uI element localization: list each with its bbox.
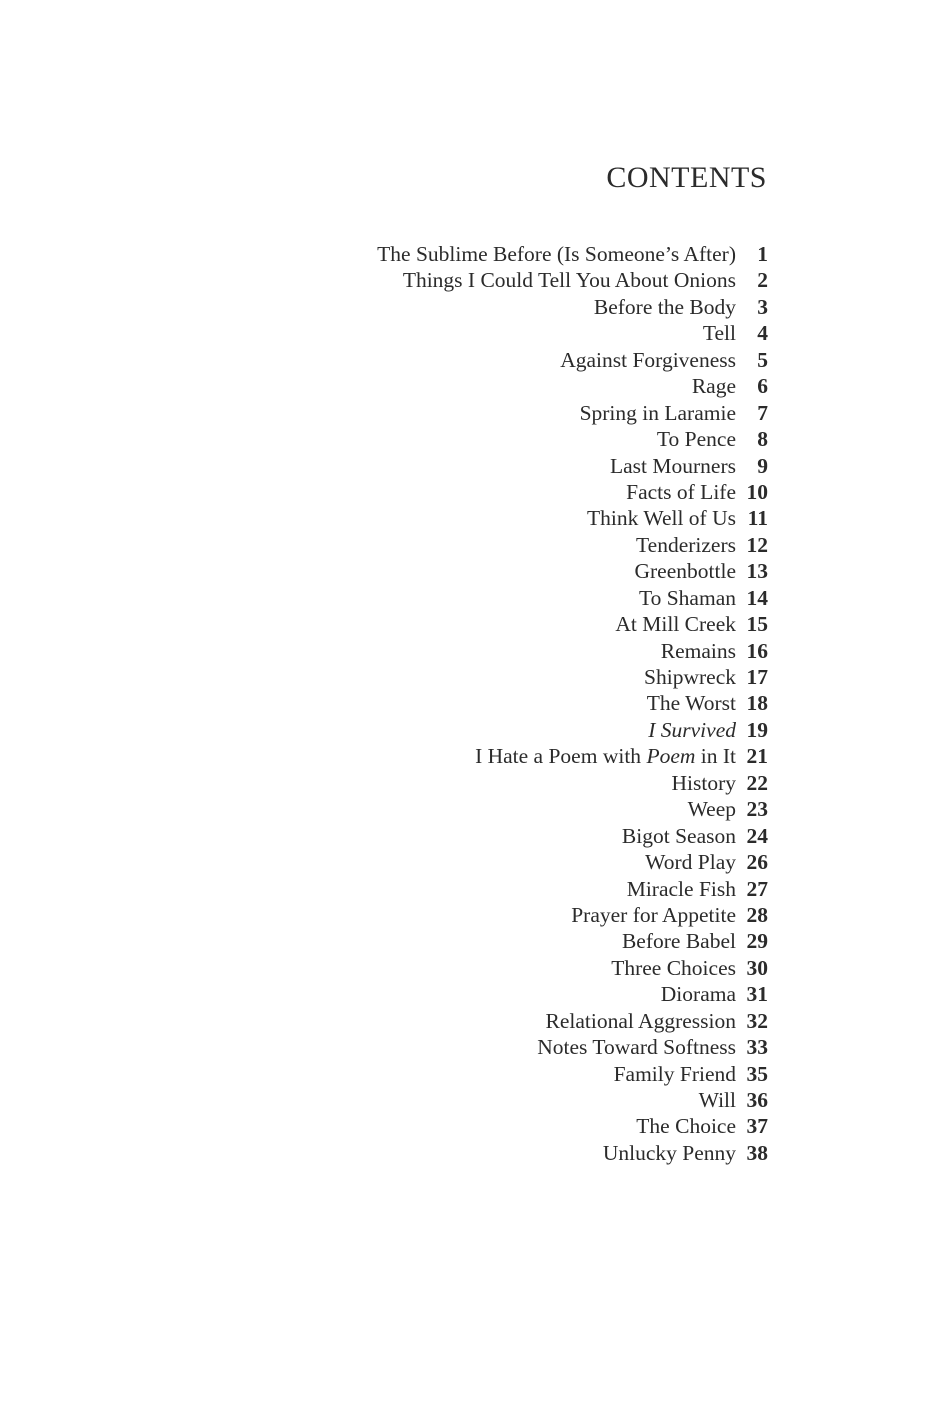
toc-entry-title-segment: Spring in Laramie (579, 400, 736, 425)
toc-entry (377, 849, 768, 875)
toc-entry (377, 955, 768, 981)
toc-entry (377, 373, 768, 399)
toc-entry-title-segment: Word Play (645, 850, 736, 875)
toc-entry-title (580, 400, 736, 426)
toc-entry-page-number: 9 (757, 453, 768, 478)
toc-entry-title-segment: Think Well of Us (587, 506, 736, 531)
toc-entry-page-number: 10 (746, 479, 768, 504)
contents-heading: CONTENTS (606, 161, 767, 194)
toc-entry-title-segment: Family Friend (613, 1061, 736, 1086)
toc-entry-page-number: 18 (746, 691, 768, 716)
toc-entry-page-number: 22 (746, 770, 768, 795)
toc-entry-page-number: 19 (746, 717, 768, 742)
toc-entry-title-segment: Before Babel (621, 929, 736, 954)
toc-entry-page-number: 23 (746, 797, 768, 822)
toc-entry (377, 823, 768, 849)
toc-entry (377, 690, 768, 716)
toc-entry (377, 876, 768, 902)
toc-entry (377, 347, 768, 373)
toc-entry-page-number: 33 (746, 1035, 768, 1060)
toc-entry (377, 1140, 768, 1166)
toc-entry-title-segment: Unlucky Penny (602, 1140, 736, 1165)
toc-entry-title (610, 453, 736, 479)
toc-entry-title (611, 955, 736, 981)
toc-entry-title (636, 1113, 736, 1139)
toc-entry-title (661, 638, 736, 664)
toc-entry (377, 505, 768, 531)
toc-entry-title (614, 1061, 736, 1087)
toc-entry (377, 743, 768, 769)
toc-entry-title-segment: Poem (646, 744, 696, 769)
toc-entry-title (645, 849, 736, 875)
toc-entry-title-segment: Will (698, 1088, 736, 1112)
toc-entry (377, 1061, 768, 1087)
toc-entry-title (692, 373, 736, 399)
toc-entry-title (571, 902, 736, 928)
toc-entry-title (672, 770, 737, 796)
toc-entry-page-number: 21 (746, 744, 768, 769)
toc-entry-title-segment: Before the Body (593, 294, 736, 319)
toc-entry-title-segment: Rage (691, 374, 736, 399)
toc-entry-page-number: 16 (746, 638, 768, 663)
toc-entry-title (688, 796, 736, 822)
toc-entry-page-number: 36 (746, 1088, 768, 1112)
toc-entry (377, 1087, 768, 1113)
toc-entry-title (636, 532, 736, 558)
toc-entry-title-segment: I Survived (648, 717, 736, 742)
toc-entry (377, 558, 768, 584)
toc-entry-title (657, 426, 736, 452)
toc-entry-title-segment: Three Choices (611, 955, 736, 980)
toc-entry (377, 532, 768, 558)
toc-entry-page-number: 14 (746, 585, 768, 610)
toc-entry-title-segment: I Hate a Poem with (475, 744, 647, 769)
toc-entry-page-number: 38 (746, 1140, 768, 1165)
toc-entry-title-segment: Diorama (660, 982, 736, 1007)
toc-entry-page-number: 29 (746, 929, 768, 954)
toc-entry-title (703, 320, 736, 346)
toc-entry (377, 717, 768, 743)
toc-entry (377, 479, 768, 505)
toc-entry-title-segment: The Choice (636, 1114, 736, 1139)
toc-entry-page-number: 7 (757, 400, 768, 425)
toc-entry-title-segment: Bigot Season (621, 823, 736, 848)
toc-entry (377, 981, 768, 1007)
toc-entry-page-number: 6 (757, 374, 768, 399)
toc-entry-page-number: 32 (746, 1008, 768, 1033)
toc-entry-page-number: 4 (757, 321, 768, 346)
toc-entry (377, 638, 768, 664)
toc-entry-page-number: 15 (746, 612, 768, 637)
toc-entry-title-segment: Relational Aggression (545, 1008, 736, 1033)
toc-entry-page-number: 11 (747, 506, 768, 531)
toc-entry-title-segment: Notes Toward Softness (537, 1035, 736, 1060)
toc-entry-title (699, 1087, 736, 1113)
toc-entry (377, 1008, 768, 1034)
toc-entry-title (377, 241, 736, 267)
toc-entry-title (560, 347, 736, 373)
toc-entry-title (537, 1034, 736, 1060)
table-of-contents (377, 241, 768, 1166)
toc-entry (377, 320, 768, 346)
toc-entry-title (635, 558, 737, 584)
toc-entry-title-segment: Remains (660, 638, 736, 663)
toc-entry-title-segment: Facts of Life (626, 479, 736, 504)
toc-entry (377, 453, 768, 479)
toc-entry-page-number: 8 (757, 427, 768, 452)
toc-entry (377, 267, 768, 293)
toc-entry (377, 585, 768, 611)
toc-entry-page-number: 5 (757, 347, 768, 372)
toc-entry-title (475, 743, 736, 769)
toc-entry-title (587, 505, 736, 531)
toc-entry-title (647, 690, 736, 716)
toc-entry-page-number: 35 (746, 1061, 768, 1086)
toc-entry-title (403, 267, 736, 293)
toc-entry (377, 770, 768, 796)
toc-entry-title-segment: The Sublime Before (Is Someone’s After) (377, 242, 736, 266)
toc-entry (377, 241, 768, 267)
toc-entry-title-segment: Shipwreck (644, 665, 736, 689)
toc-entry-title (615, 611, 736, 637)
toc-entry-page-number: 37 (746, 1114, 768, 1139)
toc-entry-page-number: 2 (757, 268, 768, 293)
toc-entry-title-segment: Tenderizers (636, 532, 736, 557)
toc-entry-page-number: 3 (757, 294, 768, 319)
toc-entry-title-segment: Last Mourners (610, 453, 736, 478)
toc-entry-page-number: 28 (746, 902, 768, 927)
toc-entry-title-segment: To Pence (656, 427, 736, 452)
toc-entry-title-segment: At Mill Creek (615, 612, 736, 637)
toc-entry (377, 611, 768, 637)
toc-entry-title-segment: Things I Could Tell You About Onions (402, 268, 736, 293)
toc-entry-page-number: 12 (746, 532, 768, 557)
toc-entry (377, 1113, 768, 1139)
toc-entry (377, 426, 768, 452)
toc-entry-title-segment: History (671, 770, 736, 795)
toc-entry-title (648, 717, 736, 743)
toc-entry-title (661, 981, 736, 1007)
toc-entry-title (622, 823, 736, 849)
toc-entry (377, 928, 768, 954)
toc-entry-title-segment: Against Forgiveness (560, 347, 736, 372)
toc-entry-page-number: 24 (746, 823, 768, 848)
toc-entry-title-segment: The Worst (646, 691, 736, 716)
toc-entry-page-number: 26 (746, 850, 768, 875)
toc-entry (377, 400, 768, 426)
toc-entry-title (594, 294, 736, 320)
toc-entry-title (546, 1008, 737, 1034)
toc-entry-title-segment: Tell (702, 321, 736, 346)
toc-entry-title-segment: Greenbottle (634, 559, 736, 584)
toc-entry-title-segment: To Shaman (638, 585, 736, 610)
toc-entry (377, 902, 768, 928)
toc-entry-title-segment: Miracle Fish (626, 876, 736, 901)
toc-entry-title (603, 1140, 736, 1166)
toc-entry-title-segment: Weep (687, 797, 736, 822)
toc-entry (377, 1034, 768, 1060)
toc-entry-title (627, 876, 736, 902)
toc-entry-title (644, 664, 736, 690)
toc-entry-page-number: 27 (746, 876, 768, 901)
toc-entry-page-number: 30 (746, 955, 768, 980)
toc-entry (377, 796, 768, 822)
toc-entry-title-segment: in It (695, 744, 736, 769)
toc-entry (377, 664, 768, 690)
toc-entry-page-number: 13 (746, 559, 768, 584)
toc-entry-title (626, 479, 736, 505)
toc-entry-page-number: 1 (757, 242, 768, 266)
toc-entry-title (639, 585, 736, 611)
toc-entry-page-number: 17 (746, 665, 768, 689)
toc-entry-title-segment: Prayer for Appetite (571, 902, 736, 927)
toc-entry-title (622, 928, 736, 954)
toc-entry (377, 294, 768, 320)
toc-entry-page-number: 31 (746, 982, 768, 1007)
